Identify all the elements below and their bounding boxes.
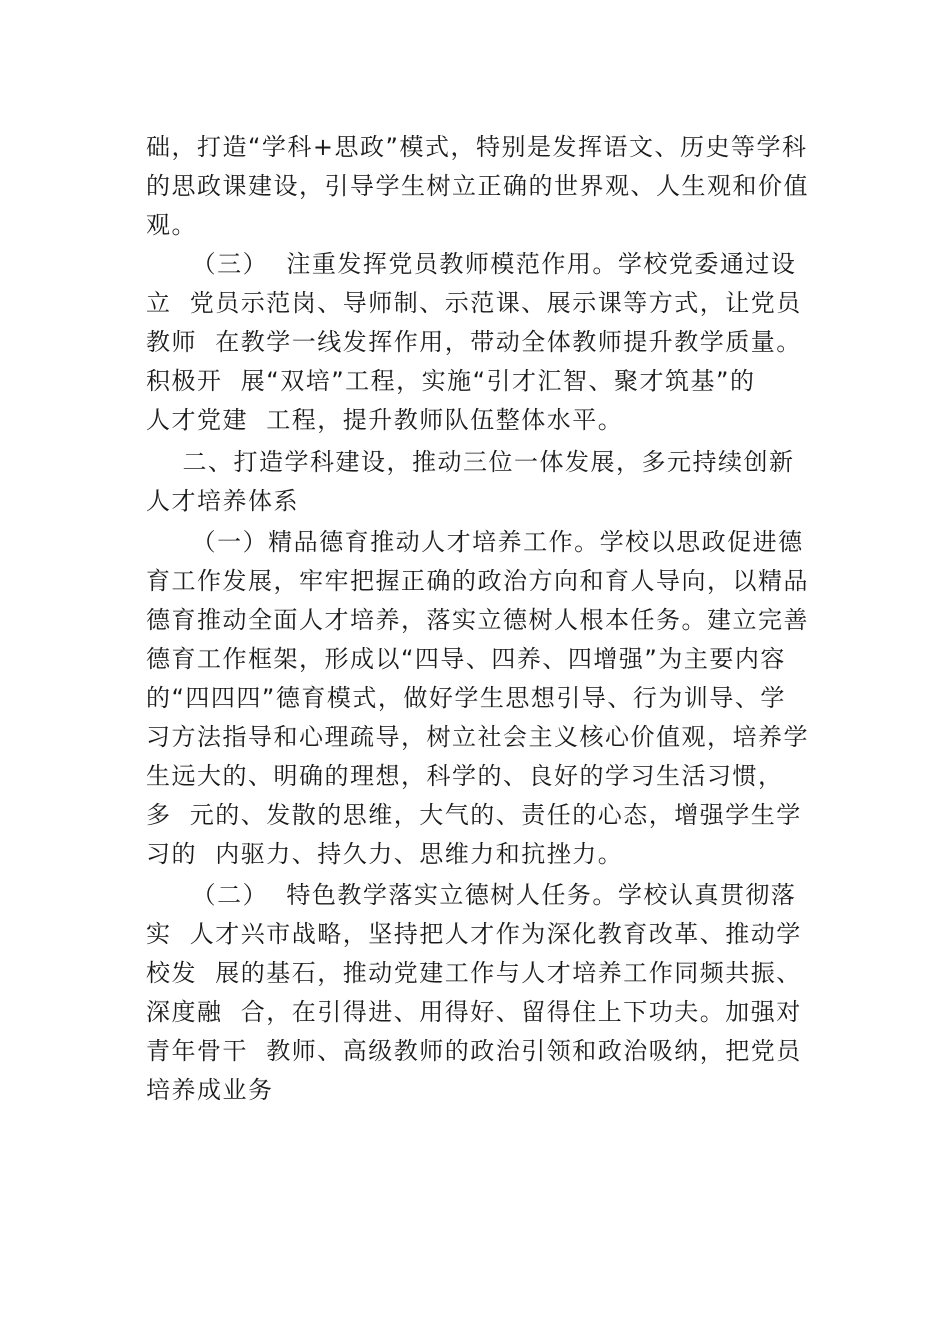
text-line: 的“四四四”德育模式，做好学生思想引导、行为训导、学: [146, 684, 786, 712]
text-line: （三） 注重发挥党员教师模范作用。学校党委通过设: [146, 250, 797, 278]
text-line: 生远大的、明确的理想，科学的、良好的学习生活习惯，: [146, 762, 784, 790]
text-line: 校发 展的基石，推动党建工作与人才培养工作同频共振、: [146, 959, 802, 987]
heading-line: 人才培养体系: [146, 487, 299, 515]
text-line: 实 人才兴市战略，坚持把人才作为深化教育改革、推动学: [146, 920, 802, 948]
text-line: 教师 在教学一线发挥作用，带动全体教师提升教学质量。: [146, 328, 802, 356]
paragraph-subsection-2: [146, 876, 826, 1110]
section-heading-2: [146, 443, 826, 521]
text-line: 础，打造“学科+思政”模式，特别是发挥语文、历史等学科: [146, 133, 808, 161]
text-line: 人才党建 工程，提升教师队伍整体水平。: [146, 406, 624, 434]
paragraph-subsection-1: [146, 523, 826, 874]
text-line: 立 党员示范岗、导师制、示范课、展示课等方式，让党员: [146, 289, 802, 317]
text-line: 育工作发展，牢牢把握正确的政治方向和育人导向，以精品: [146, 567, 809, 595]
text-line: 观。: [146, 211, 197, 239]
heading-line: 二、打造学科建设，推动三位一体发展，多元持续创新: [146, 448, 795, 476]
text-line: 青年骨干 教师、高级教师的政治引领和政治吸纳，把党员: [146, 1037, 802, 1065]
text-line: （一）精品德育推动人才培养工作。学校以思政促进德: [146, 528, 804, 556]
text-line: 的思政课建设，引导学生树立正确的世界观、人生观和价值: [146, 172, 809, 200]
text-line: 培养成业务: [146, 1076, 274, 1104]
paragraph-section-3: [146, 245, 826, 440]
text-line: 积极开 展“双培”工程，实施“引才汇智、聚才筑基”的: [146, 367, 756, 395]
text-line: 多 元的、发散的思维，大气的、责任的心态，增强学生学: [146, 801, 802, 829]
paragraph-continuation: [146, 128, 826, 245]
text-line: （二） 特色教学落实立德树人任务。学校认真贯彻落: [146, 881, 797, 909]
text-line: 深度融 合，在引得进、用得好、留得住上下功夫。加强对: [146, 998, 802, 1026]
text-line: 德育工作框架，形成以“四导、四养、四增强”为主要内容: [146, 645, 786, 673]
text-line: 习的 内驱力、持久力、思维力和抗挫力。: [146, 840, 624, 868]
text-line: 德育推动全面人才培养，落实立德树人根本任务。建立完善: [146, 606, 809, 634]
text-line: 习方法指导和心理疏导，树立社会主义核心价值观，培养学: [146, 723, 809, 751]
